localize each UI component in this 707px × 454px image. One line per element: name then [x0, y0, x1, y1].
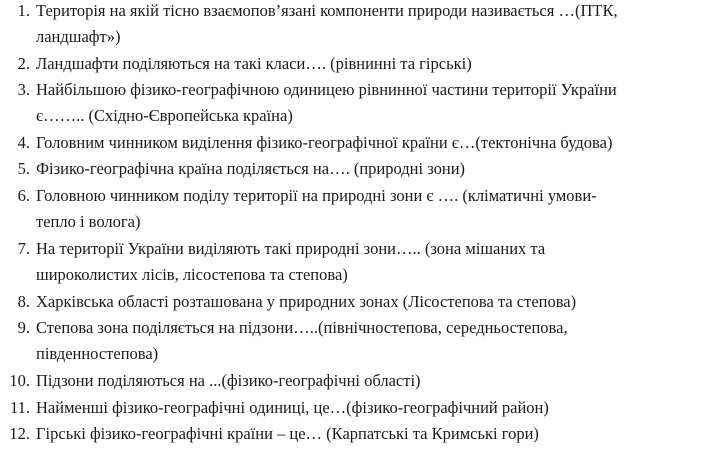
item-text: Харківська області розташована у природних зонах (Лісостепова та степова): [36, 292, 577, 311]
item-text: південностепова): [36, 344, 159, 363]
item-number: 3.: [17, 80, 30, 99]
item-text: Гірські фізико-географічні країни – це… (Карпатські та Кримські гори): [36, 424, 539, 443]
item-number: 9.: [17, 318, 30, 337]
item-text: Підзони поділяються на ...(фізико-географічні області): [36, 371, 421, 390]
item-number: 12.: [9, 424, 30, 443]
item-text: Найбільшою фізико-географічною одиницею рівнинної частини території України: [36, 80, 617, 99]
item-text: Степова зона поділяється на підзони…..(північностепова, середньостепова,: [36, 318, 568, 337]
item-number: 7.: [17, 239, 30, 258]
item-number: 5.: [17, 159, 30, 178]
item-number: 4.: [17, 133, 30, 152]
item-text: ландшафт»): [36, 27, 121, 46]
item-number: 1.: [17, 1, 30, 20]
item-text: широколистих лісів, лісостепова та степова): [36, 265, 348, 284]
item-text: тепло і волога): [36, 212, 141, 231]
item-number: 6.: [17, 186, 30, 205]
item-text: Головним чинником виділення фізико-географічної країни є…(тектонічна будова): [36, 133, 613, 152]
item-number: 10.: [9, 371, 30, 390]
item-number: 2.: [17, 54, 30, 73]
item-text: Найменші фізико-географічні одиниці, це…(фізико-географічний район): [36, 398, 549, 417]
item-text: є…….. (Східно-Європейська країна): [36, 106, 293, 125]
item-text: Ландшафти поділяються на такі класи…. (рівнинні та гірські): [36, 54, 472, 73]
item-number: 11.: [9, 398, 30, 417]
item-text: На території України виділяють такі природні зони….. (зона мішаних та: [36, 239, 546, 258]
item-number: 8.: [17, 292, 30, 311]
item-text: Головною чинником поділу території на природні зони є …. (кліматичні умови-: [36, 186, 597, 205]
item-text: Територія на якій тісно взаємопов’язані компоненти природи називається …(ПТК,: [36, 1, 618, 20]
item-text: Фізико-географічна країна поділяється на…. (природні зони): [36, 159, 466, 178]
